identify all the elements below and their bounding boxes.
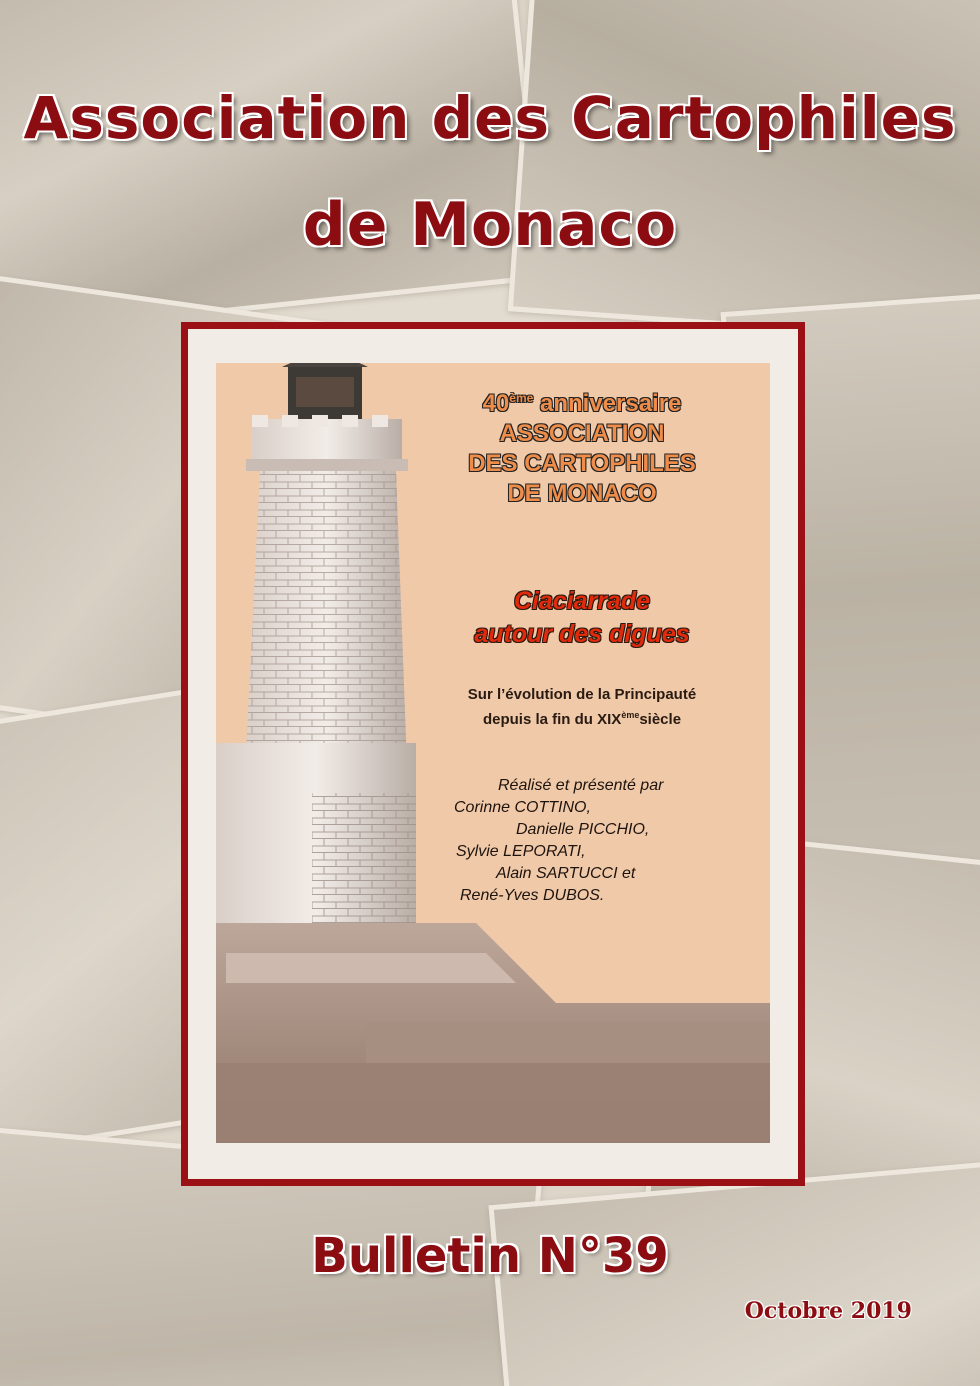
credits-intro: Réalisé et présenté par: [498, 777, 664, 794]
anniversary-line: 40ème anniversaire: [482, 390, 682, 417]
subject-description: [412, 685, 752, 730]
bulletin-number: Bulletin N°39: [311, 1228, 669, 1284]
credit-name: Danielle PICCHIO,: [516, 821, 650, 838]
association-subtitle: de Monaco: [302, 190, 678, 260]
anniversary-block: [412, 383, 752, 509]
credit-name: Corinne COTTINO,: [454, 799, 591, 816]
association-line: ASSOCIATION: [499, 420, 665, 447]
monaco-line: DE MONACO: [507, 480, 657, 507]
subject-line-2: autour des digues: [474, 620, 690, 648]
credit-name: Alain SARTUCCI et: [496, 865, 636, 882]
description-line-2: depuis la fin du XIXèmesiècle: [482, 710, 682, 728]
bulletin-date: Octobre 2019: [744, 1298, 912, 1324]
bulletin-cover-image: [216, 363, 770, 1143]
description-line-1: Sur l’évolution de la Principauté: [467, 686, 697, 703]
subject-title: [412, 585, 752, 651]
cartophiles-line: DES CARTOPHILES: [468, 450, 696, 477]
credit-name: René-Yves DUBOS.: [460, 887, 605, 904]
credit-name: Sylvie LEPORATI,: [456, 843, 586, 860]
subject-line-1: Ciaciarrade: [513, 587, 651, 615]
credits-block: [454, 775, 754, 907]
association-title: Association des Cartophiles: [23, 84, 957, 152]
